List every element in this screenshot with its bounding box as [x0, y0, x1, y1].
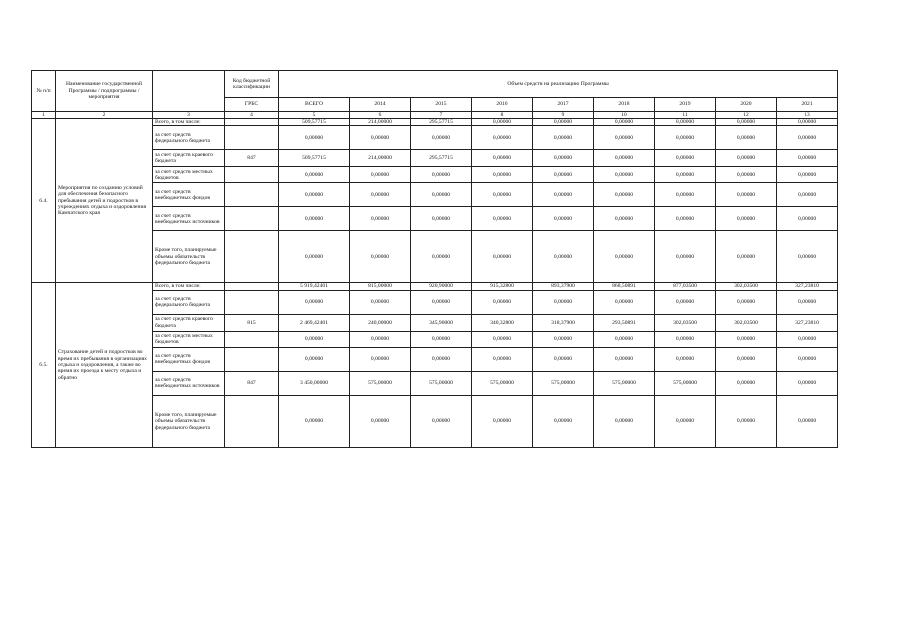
amount-cell: 0,00000	[594, 167, 655, 183]
col-number: 5	[279, 112, 350, 119]
amount-cell: 0,00000	[777, 183, 838, 207]
grbs-code: 847	[225, 150, 279, 167]
amount-cell: 877,03500	[655, 283, 716, 290]
amount-cell: 575,00000	[594, 371, 655, 395]
amount-cell: 0,00000	[411, 347, 472, 371]
amount-cell: 0,00000	[716, 167, 777, 183]
column-number-row	[32, 112, 838, 119]
amount-cell: 0,00000	[411, 231, 472, 283]
table-row	[32, 395, 838, 447]
col-number: 10	[594, 112, 655, 119]
amount-cell: 0,00000	[533, 207, 594, 231]
amount-cell: 0,00000	[777, 119, 838, 126]
grbs-code	[225, 283, 279, 290]
amount-cell: 0,00000	[411, 167, 472, 183]
amount-cell: 0,00000	[594, 119, 655, 126]
amount-cell: 0,00000	[716, 183, 777, 207]
amount-cell: 0,00000	[655, 126, 716, 150]
amount-cell: 0,00000	[411, 207, 472, 231]
amount-cell: 0,00000	[594, 290, 655, 314]
amount-cell: 0,00000	[472, 331, 533, 347]
grbs-code	[225, 126, 279, 150]
col-number: 13	[777, 112, 838, 119]
amount-cell: 0,00000	[472, 347, 533, 371]
table-row	[32, 314, 838, 331]
amount-cell: 0,00000	[533, 231, 594, 283]
amount-cell: 0,00000	[472, 395, 533, 447]
grbs-code	[225, 290, 279, 314]
header-year: 2015	[411, 98, 472, 112]
amount-cell: 0,00000	[533, 347, 594, 371]
group-name: Страхование детей и подростков во время их пребывания в организациях отдыха и оздоровления, а также во время их проезда к месту отдыха и обратно	[56, 283, 153, 447]
amount-cell: 0,00000	[716, 371, 777, 395]
col-number: 8	[472, 112, 533, 119]
amount-cell: 0,00000	[533, 150, 594, 167]
amount-cell: 0,00000	[716, 290, 777, 314]
funding-source: за счет средств краевого бюджета	[153, 150, 225, 167]
amount-cell: 0,00000	[716, 395, 777, 447]
col-number: 2	[56, 112, 153, 119]
amount-cell: 0,00000	[777, 395, 838, 447]
funding-source: за счет средств федерального бюджета	[153, 126, 225, 150]
amount-cell: 0,00000	[472, 207, 533, 231]
table-row	[32, 150, 838, 167]
amount-cell: 0,00000	[533, 183, 594, 207]
grbs-code	[225, 347, 279, 371]
amount-cell: 293,50891	[594, 314, 655, 331]
amount-cell: 0,00000	[350, 331, 411, 347]
amount-cell: 868,50891	[594, 283, 655, 290]
amount-cell: 0,00000	[777, 126, 838, 150]
amount-cell: 0,00000	[716, 126, 777, 150]
amount-cell: 0,00000	[279, 167, 350, 183]
amount-cell: 0,00000	[655, 150, 716, 167]
col-number: 1	[32, 112, 56, 119]
header-volume: Объем средств на реализацию Программы	[279, 71, 838, 98]
header-year: 2020	[716, 98, 777, 112]
col-number: 6	[350, 112, 411, 119]
amount-cell: 0,00000	[716, 150, 777, 167]
amount-cell: 0,00000	[472, 290, 533, 314]
table-row	[32, 183, 838, 207]
amount-cell: 0,00000	[533, 395, 594, 447]
amount-cell: 0,00000	[350, 231, 411, 283]
funding-source: за счет средств федерального бюджета	[153, 290, 225, 314]
amount-cell: 345,90000	[411, 314, 472, 331]
funding-source: за счет средств местных бюджетов	[153, 331, 225, 347]
header-year: ВСЕГО	[279, 98, 350, 112]
amount-cell: 0,00000	[716, 207, 777, 231]
amount-cell: 0,00000	[533, 119, 594, 126]
amount-cell: 0,00000	[533, 126, 594, 150]
group-number: 6.5.	[32, 283, 56, 447]
amount-cell: 0,00000	[777, 371, 838, 395]
grbs-code: 847	[225, 371, 279, 395]
amount-cell: 0,00000	[350, 126, 411, 150]
table-row	[32, 231, 838, 283]
header-blank	[153, 71, 225, 112]
amount-cell: 0,00000	[350, 347, 411, 371]
group-number: 6.4.	[32, 119, 56, 283]
amount-cell: 0,00000	[472, 150, 533, 167]
amount-cell: 893,37900	[533, 283, 594, 290]
amount-cell: 0,00000	[411, 395, 472, 447]
col-number: 9	[533, 112, 594, 119]
header-year: 2016	[472, 98, 533, 112]
amount-cell: 0,00000	[279, 395, 350, 447]
funding-source: за счет средств краевого бюджета	[153, 314, 225, 331]
amount-cell: 0,00000	[350, 207, 411, 231]
amount-cell: 0,00000	[533, 290, 594, 314]
amount-cell: 0,00000	[594, 395, 655, 447]
amount-cell: 0,00000	[655, 183, 716, 207]
amount-cell: 0,00000	[472, 183, 533, 207]
table-row	[32, 167, 838, 183]
amount-cell: 920,90000	[411, 283, 472, 290]
amount-cell: 0,00000	[594, 331, 655, 347]
amount-cell: 0,00000	[472, 126, 533, 150]
amount-cell: 0,00000	[655, 395, 716, 447]
amount-cell: 0,00000	[655, 347, 716, 371]
amount-cell: 0,00000	[411, 331, 472, 347]
funding-source: за счет средств внебюджетных источников	[153, 371, 225, 395]
table-row	[32, 207, 838, 231]
col-number: 7	[411, 112, 472, 119]
amount-cell: 0,00000	[777, 231, 838, 283]
header-year: 2014	[350, 98, 411, 112]
col-number: 12	[716, 112, 777, 119]
amount-cell: 0,00000	[716, 119, 777, 126]
amount-cell: 575,00000	[350, 371, 411, 395]
amount-cell: 575,00000	[472, 371, 533, 395]
amount-cell: 575,00000	[655, 371, 716, 395]
header-grbs: ГРБС	[225, 98, 279, 112]
funding-source: Всего, в том числе:	[153, 283, 225, 290]
amount-cell: 0,00000	[594, 347, 655, 371]
amount-cell: 0,00000	[279, 207, 350, 231]
header-year: 2018	[594, 98, 655, 112]
amount-cell: 0,00000	[350, 167, 411, 183]
grbs-code	[225, 183, 279, 207]
program-funding-table	[31, 70, 838, 448]
header-code: Код бюджетной классификации	[225, 71, 279, 98]
table-row	[32, 283, 838, 290]
amount-cell: 0,00000	[279, 331, 350, 347]
amount-cell: 0,00000	[594, 231, 655, 283]
amount-cell: 509,57715	[279, 119, 350, 126]
amount-cell: 0,00000	[777, 150, 838, 167]
group-name: Мероприятия по созданию условий для обеспечения безопасного пребывания детей и подростков в учреждениях отдыха и оздоровления Камчатского края	[56, 119, 153, 283]
amount-cell: 318,37900	[533, 314, 594, 331]
col-number: 11	[655, 112, 716, 119]
amount-cell: 0,00000	[350, 290, 411, 314]
amount-cell: 0,00000	[350, 395, 411, 447]
amount-cell: 240,00000	[350, 314, 411, 331]
amount-cell: 302,03500	[655, 314, 716, 331]
grbs-code	[225, 331, 279, 347]
amount-cell: 302,03500	[716, 283, 777, 290]
amount-cell: 0,00000	[655, 290, 716, 314]
table-row	[32, 331, 838, 347]
amount-cell: 0,00000	[655, 207, 716, 231]
amount-cell: 0,00000	[472, 119, 533, 126]
funding-source: за счет средств внебюджетных фондов	[153, 347, 225, 371]
amount-cell: 295,57715	[411, 119, 472, 126]
amount-cell: 0,00000	[411, 290, 472, 314]
amount-cell: 0,00000	[655, 231, 716, 283]
funding-source: за счет средств местных бюджетов	[153, 167, 225, 183]
amount-cell: 0,00000	[594, 207, 655, 231]
header-row-1	[32, 71, 838, 98]
amount-cell: 302,03500	[716, 314, 777, 331]
amount-cell: 575,00000	[533, 371, 594, 395]
amount-cell: 0,00000	[594, 183, 655, 207]
amount-cell: 0,00000	[716, 347, 777, 371]
amount-cell: 327,23810	[777, 314, 838, 331]
amount-cell: 0,00000	[655, 167, 716, 183]
amount-cell: 0,00000	[716, 231, 777, 283]
funding-source: Всего, в том числе:	[153, 119, 225, 126]
grbs-code	[225, 231, 279, 283]
amount-cell: 815,00000	[350, 283, 411, 290]
amount-cell: 295,57715	[411, 150, 472, 167]
amount-cell: 0,00000	[777, 331, 838, 347]
table-row	[32, 347, 838, 371]
amount-cell: 0,00000	[594, 150, 655, 167]
amount-cell: 0,00000	[777, 347, 838, 371]
grbs-code	[225, 167, 279, 183]
header-num: № п/п	[32, 71, 56, 112]
amount-cell: 3 450,00000	[279, 371, 350, 395]
amount-cell: 0,00000	[716, 331, 777, 347]
amount-cell: 0,00000	[279, 183, 350, 207]
amount-cell: 0,00000	[350, 183, 411, 207]
grbs-code: 815	[225, 314, 279, 331]
funding-source: Кроме того, планируемые объемы обязательств федерального бюджета	[153, 395, 225, 447]
amount-cell: 0,00000	[655, 119, 716, 126]
amount-cell: 340,32800	[472, 314, 533, 331]
amount-cell: 0,00000	[533, 331, 594, 347]
amount-cell: 0,00000	[777, 290, 838, 314]
funding-source: за счет средств внебюджетных фондов	[153, 183, 225, 207]
header-year: 2019	[655, 98, 716, 112]
header-year: 2017	[533, 98, 594, 112]
funding-source: Кроме того, планируемые объемы обязательств федерального бюджета	[153, 231, 225, 283]
header-name: Наименование государственной Программы / подпрограммы / мероприятия	[56, 71, 153, 112]
amount-cell: 575,00000	[411, 371, 472, 395]
amount-cell: 0,00000	[472, 167, 533, 183]
table-row	[32, 126, 838, 150]
table-row	[32, 290, 838, 314]
table-row	[32, 119, 838, 126]
amount-cell: 0,00000	[411, 126, 472, 150]
amount-cell: 0,00000	[594, 126, 655, 150]
amount-cell: 915,32800	[472, 283, 533, 290]
col-number: 3	[153, 112, 225, 119]
amount-cell: 327,23810	[777, 283, 838, 290]
funding-source: за счет средств внебюджетных источников	[153, 207, 225, 231]
amount-cell: 214,00000	[350, 119, 411, 126]
amount-cell: 2 469,42401	[279, 314, 350, 331]
amount-cell: 5 919,42401	[279, 283, 350, 290]
grbs-code	[225, 207, 279, 231]
table-row	[32, 371, 838, 395]
amount-cell: 0,00000	[279, 231, 350, 283]
amount-cell: 0,00000	[777, 207, 838, 231]
amount-cell: 0,00000	[533, 167, 594, 183]
amount-cell: 0,00000	[411, 183, 472, 207]
grbs-code	[225, 119, 279, 126]
col-number: 4	[225, 112, 279, 119]
amount-cell: 0,00000	[279, 347, 350, 371]
amount-cell: 0,00000	[279, 290, 350, 314]
grbs-code	[225, 395, 279, 447]
amount-cell: 0,00000	[279, 126, 350, 150]
amount-cell: 0,00000	[655, 331, 716, 347]
header-year: 2021	[777, 98, 838, 112]
amount-cell: 214,00000	[350, 150, 411, 167]
amount-cell: 0,00000	[777, 167, 838, 183]
amount-cell: 0,00000	[472, 231, 533, 283]
amount-cell: 509,57715	[279, 150, 350, 167]
